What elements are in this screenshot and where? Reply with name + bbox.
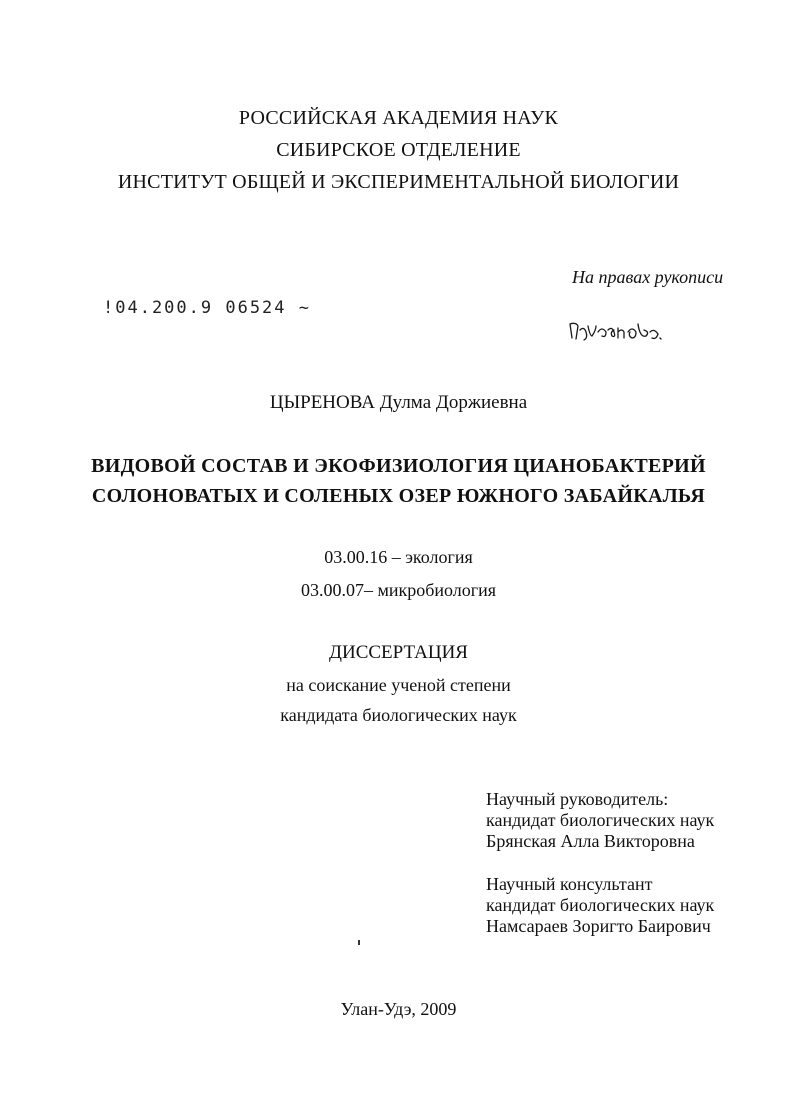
thesis-title-line-2: СОЛОНОВАТЫХ И СОЛЕНЫХ ОЗЕР ЮЖНОГО ЗАБАЙКАЛЬЯ (91, 485, 706, 507)
consultant-degree: кандидат биологических наук (486, 895, 715, 915)
author-surname: ЦЫРЕНОВА (269, 392, 375, 413)
header-division: СИБИРСКОЕ ОТДЕЛЕНИЕ (276, 139, 521, 161)
consultant-block (486, 874, 786, 937)
advisor-degree: кандидат биологических наук (486, 810, 715, 830)
handwritten-signature (566, 312, 666, 348)
dissertation-purpose-line-1: на соискание ученой степени (286, 675, 511, 695)
author-given-names: Дулма Доржиевна (379, 392, 528, 413)
thesis-title-line-1: ВИДОВОЙ СОСТАВ И ЭКОФИЗИОЛОГИЯ ЦИАНОБАКТЕРИЙ (91, 455, 706, 477)
author-name (0, 392, 797, 414)
consultant-name: Намсараев Зоригто Баирович (486, 916, 711, 936)
advisor-role: Научный руководитель: (486, 789, 669, 809)
library-stamp-number: !04.200.9 06524 ~ (103, 298, 311, 318)
advisor-block (486, 789, 786, 852)
specialty-ecology: 03.00.16 – экология (324, 547, 473, 567)
dissertation-heading: ДИССЕРТАЦИЯ (329, 642, 468, 663)
scan-speck (358, 940, 360, 945)
place-and-year: Улан-Удэ, 2009 (340, 999, 457, 1019)
specialty-microbiology: 03.00.07– микробиология (300, 580, 497, 600)
header-academy: РОССИЙСКАЯ АКАДЕМИЯ НАУК (238, 107, 559, 129)
manuscript-rights-note: На правах рукописи (572, 267, 724, 287)
header-institute: ИНСТИТУТ ОБЩЕЙ И ЭКСПЕРИМЕНТАЛЬНОЙ БИОЛОГИИ (117, 171, 680, 193)
advisor-name: Брянская Алла Викторовна (486, 831, 695, 851)
dissertation-purpose-line-2: кандидата биологических наук (280, 705, 517, 725)
consultant-role: Научный консультант (486, 874, 653, 894)
